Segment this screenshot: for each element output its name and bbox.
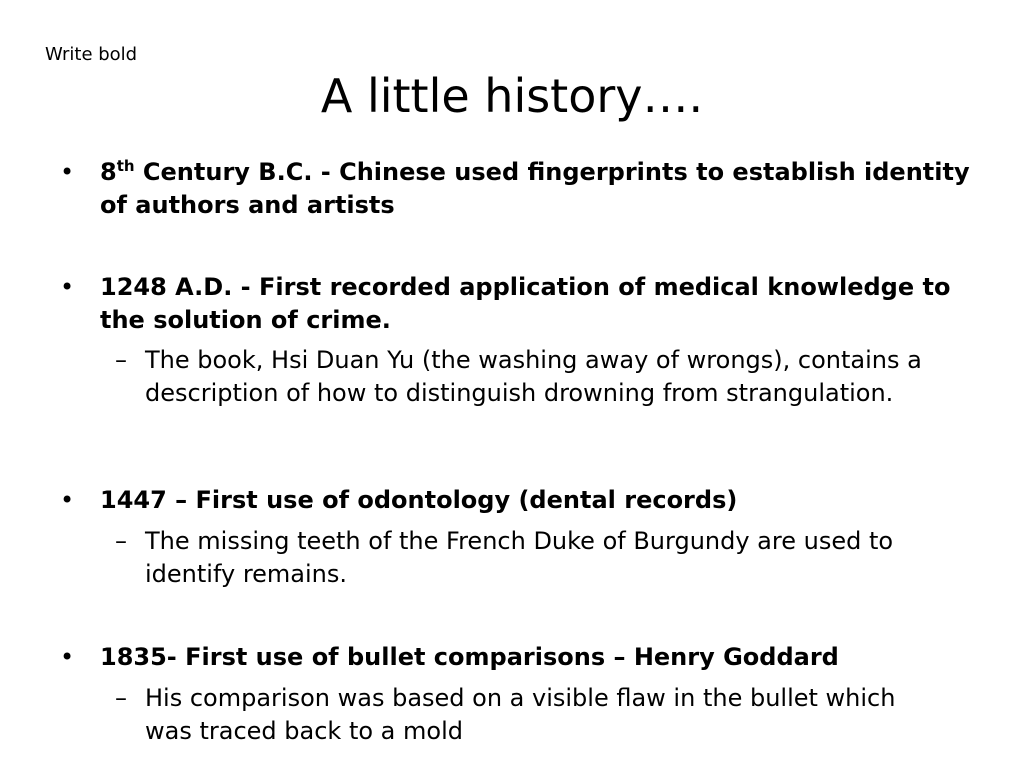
bullet-text: 1248 A.D. - First recorded application of medical knowledge to the solution of crime. (100, 273, 951, 334)
bullet-text: 1835- First use of bullet comparisons – Henry Goddard (100, 643, 839, 671)
bullet-text: 1447 – First use of odontology (dental records) (100, 486, 738, 514)
slide-title: A little history…. (320, 69, 704, 123)
bullet-prefix: 8 (100, 158, 117, 186)
bullet-body: Century B.C. - Chinese used fingerprints to establish identity of authors and artists (100, 158, 970, 219)
dash-glyph: – (115, 527, 127, 555)
bullet-glyph: • (60, 643, 75, 671)
sub-bullet-text: The missing teeth of the French Duke of Burgundy are used to identify remains. (145, 527, 894, 588)
dash-glyph: – (115, 346, 127, 374)
bullet-glyph: • (60, 158, 75, 186)
note-text: Write bold (45, 44, 138, 65)
bullet-text (100, 156, 1000, 222)
bullet-glyph: • (60, 273, 75, 301)
dash-glyph: – (115, 684, 127, 712)
sub-bullet-text: His comparison was based on a visible flaw in the bullet which was traced back to a mold (145, 684, 896, 745)
bullet-superscript: th (116, 157, 135, 175)
sub-bullet-text: The book, Hsi Duan Yu (the washing away of wrongs), contains a description of how to distinguish drowning from strangulation. (145, 346, 922, 407)
bullet-glyph: • (60, 486, 75, 514)
